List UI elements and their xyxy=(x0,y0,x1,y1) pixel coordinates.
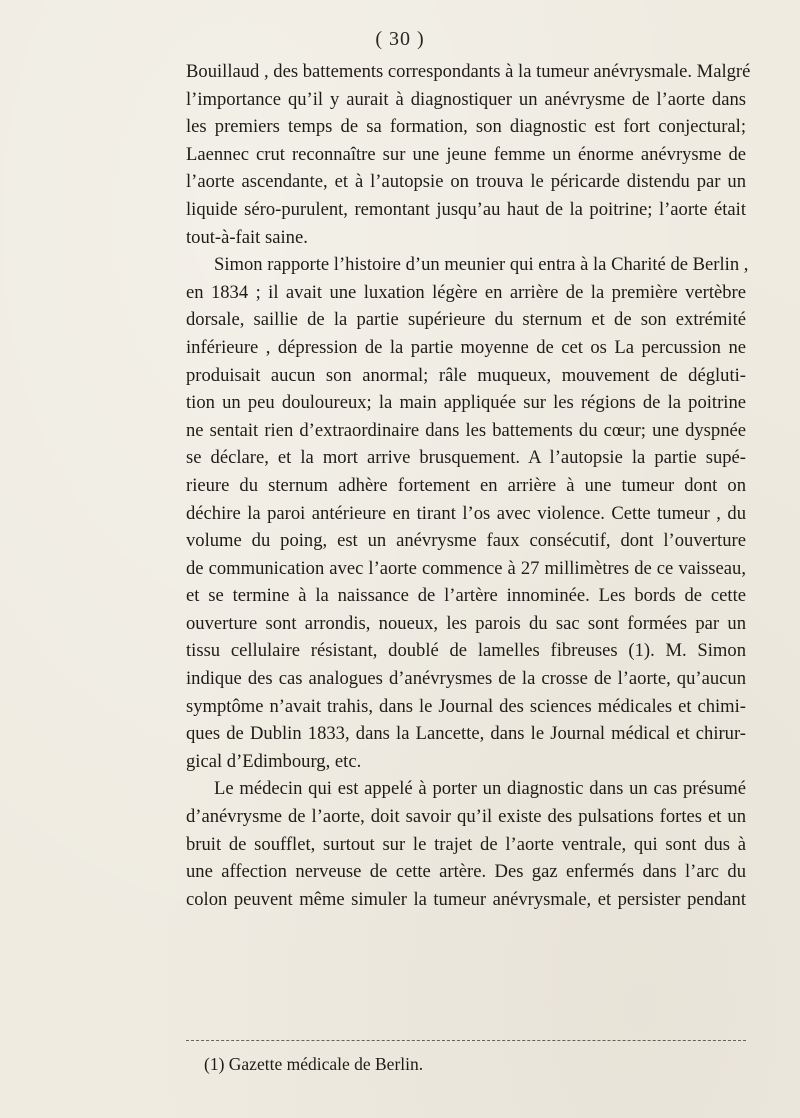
text-line: Simon rapporte l’histoire d’un meunier qui entra à la Charité de Berlin , xyxy=(214,254,749,276)
page-number: ( 30 ) xyxy=(375,28,425,50)
text-line: tout-à-fait saine. xyxy=(186,226,308,248)
text-line: Bouillaud , des battements correspondants à la tumeur anévrysmale. Malgré xyxy=(186,61,751,82)
text-line: une affection nerveuse de cette artère. Des gaz enfermés dans l’arc du xyxy=(186,861,746,883)
text-line: et se termine à la naissance de l’artère innominée. Les bords de cette xyxy=(186,585,746,607)
body-text xyxy=(186,58,751,913)
text-line: tissu cellulaire résistant, doublé de lamelles fibreuses (1). M. Simon xyxy=(186,640,746,662)
text-line: l’aorte ascendante, et à l’autopsie on trouva le péricarde distendu par un xyxy=(186,171,746,193)
text-line: tion un peu douloureux; la main appliquée sur les régions de la poitrine xyxy=(186,392,746,414)
text-line: volume du poing, est un anévrysme faux consécutif, dont l’ouverture xyxy=(186,530,746,552)
text-line: se déclare, et la mort arrive brusquement. A l’autopsie la partie supé- xyxy=(186,447,746,469)
text-line: rieure du sternum adhère fortement en arrière à une tumeur dont on xyxy=(186,474,746,496)
text-line: ouverture sont arrondis, noueux, les parois du sac sont formées par un xyxy=(186,612,746,634)
text-line: ne sentait rien d’extraordinaire dans les battements du cœur; une dyspnée xyxy=(186,419,746,441)
text-line: déchire la paroi antérieure en tirant l’os avec violence. Cette tumeur , du xyxy=(186,502,746,524)
text-line: gical d’Edimbourg, etc. xyxy=(186,750,362,772)
text-line: l’importance qu’il y aurait à diagnostiquer un anévrysme de l’aorte dans xyxy=(186,88,746,110)
text-line: colon peuvent même simuler la tumeur anévrysmale, et persister pendant xyxy=(186,888,746,910)
text-line: indique des cas analogues d’anévrysmes de la crosse de l’aorte, qu’aucun xyxy=(186,668,746,690)
text-line: symptôme n’avait trahis, dans le Journal des sciences médicales et chimi- xyxy=(186,695,746,717)
text-line: Le médecin qui est appelé à porter un diagnostic dans un cas présumé xyxy=(214,778,746,800)
text-line: bruit de soufflet, surtout sur le trajet de l’aorte ventrale, qui sont dus à xyxy=(186,833,746,855)
text-line: dorsale, saillie de la partie supérieure du sternum et de son extrémité xyxy=(186,309,746,331)
text-line: Laennec crut reconnaître sur une jeune femme un énorme anévrysme de xyxy=(186,143,746,165)
text-line: les premiers temps de sa formation, son diagnostic est fort conjectural; xyxy=(186,116,746,138)
text-line: inférieure , dépression de la partie moyenne de cet os La percussion ne xyxy=(186,336,746,358)
footnote-rule xyxy=(186,1040,746,1041)
text-line: produisait aucun son anormal; râle muqueux, mouvement de dégluti- xyxy=(186,364,746,386)
text-line: de communication avec l’aorte commence à 27 millimètres de ce vaisseau, xyxy=(186,557,746,579)
text-line: d’anévrysme de l’aorte, doit savoir qu’il existe des pulsations fortes et un xyxy=(186,806,746,828)
text-line: en 1834 ; il avait une luxation légère en arrière de la première vertèbre xyxy=(186,281,746,303)
text-line: liquide séro-purulent, remontant jusqu’au haut de la poitrine; l’aorte était xyxy=(186,198,746,220)
text-line: ques de Dublin 1833, dans la Lancette, dans le Journal médical et chirur- xyxy=(186,723,746,745)
footnote: (1) Gazette médicale de Berlin. xyxy=(204,1054,424,1074)
